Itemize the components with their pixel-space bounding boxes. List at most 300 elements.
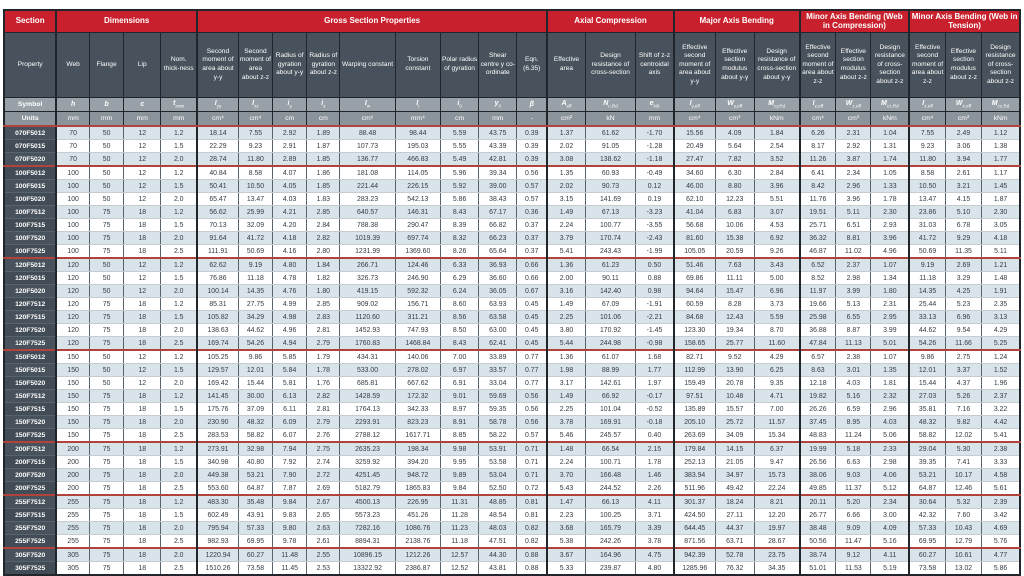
cell: 4.07 (273, 166, 307, 180)
cell: 2.95 (871, 311, 909, 324)
cell: 2.83 (307, 311, 340, 324)
column-unit: cm³ (945, 112, 981, 127)
cell: 243.43 (585, 245, 635, 259)
cell: 15.44 (909, 377, 945, 390)
cell: 451.26 (395, 509, 440, 522)
cell: 1.2 (161, 126, 197, 140)
cell: 3.78 (636, 535, 674, 549)
cell: 10.17 (945, 469, 981, 482)
column-header: Flange (89, 33, 123, 98)
group-header-row (4, 10, 1020, 33)
column-header: Property (4, 33, 56, 98)
cell: 3.96 (836, 193, 871, 206)
cell: 1.77 (982, 153, 1020, 167)
cell: 5.81 (273, 377, 307, 390)
cell: 5.59 (754, 311, 799, 324)
column-unit: mm⁴ (395, 112, 440, 127)
cell: 1.35 (547, 166, 585, 180)
column-header: Radius of gyration about y-y (273, 33, 307, 98)
cell: 50 (89, 166, 123, 180)
column-symbol: $I_w$ (340, 98, 395, 112)
cell: 58.82 (909, 429, 945, 443)
cell: 50.41 (197, 180, 238, 193)
cell: 2.0 (161, 232, 197, 245)
cell: 3.07 (754, 206, 799, 219)
cell: 2.80 (307, 245, 340, 259)
table-row (4, 298, 1020, 311)
table-row (4, 429, 1020, 443)
cell: 25.98 (800, 311, 836, 324)
cell: 25.71 (800, 219, 836, 232)
cell: 42.32 (909, 509, 945, 522)
cell: 2.69 (307, 482, 340, 496)
cell: 5.25 (982, 337, 1020, 351)
cell: 75 (89, 245, 123, 259)
cell: 7282.16 (340, 522, 395, 535)
cell: 4.77 (982, 548, 1020, 562)
cell: 12 (124, 377, 161, 390)
cell: 4.37 (945, 377, 981, 390)
cell: 66.54 (585, 442, 635, 456)
table-row (4, 272, 1020, 285)
cell: 18 (124, 429, 161, 443)
column-symbol: $I_{z,eff}$ (800, 98, 836, 112)
section-id: 255F7520 (4, 522, 56, 535)
cell: 56.62 (197, 206, 238, 219)
cell: 39.35 (909, 456, 945, 469)
cell: 12.02 (945, 429, 981, 443)
section-id: 150F7520 (4, 416, 56, 429)
cell: 11.45 (273, 562, 307, 576)
cell: 169.42 (197, 377, 238, 390)
cell: 50 (89, 126, 123, 140)
cell: 2.72 (307, 469, 340, 482)
section-id: 200F7520 (4, 469, 56, 482)
cell: 2.38 (836, 350, 871, 364)
cell: 0.88 (517, 548, 547, 562)
cell: 18 (124, 232, 161, 245)
cell: 26.56 (800, 456, 836, 469)
cell: 2.37 (836, 258, 871, 272)
cell: 2635.23 (340, 442, 395, 456)
cell: 156.71 (395, 298, 440, 311)
cell: 11.97 (800, 285, 836, 298)
cell: 75 (89, 403, 123, 416)
cell: 255 (56, 535, 89, 549)
cell: 23.86 (909, 206, 945, 219)
cell: 30.00 (238, 390, 272, 403)
cell: 31.03 (909, 219, 945, 232)
cell: 4.94 (273, 337, 307, 351)
cell: 75 (89, 469, 123, 482)
column-symbol: b (89, 98, 123, 112)
cell: 75 (89, 416, 123, 429)
cell: 12 (124, 126, 161, 140)
column-symbol: h (56, 98, 89, 112)
section-id: 150F5012 (4, 350, 56, 364)
cell: 6.83 (715, 206, 754, 219)
cell: 1.80 (307, 285, 340, 298)
cell: 47.84 (800, 337, 836, 351)
cell: 1285.96 (674, 562, 715, 576)
column-unit: mm (56, 112, 89, 127)
cell: 65.64 (479, 245, 517, 259)
cell: 91.05 (585, 140, 635, 153)
cell: 7.55 (238, 126, 272, 140)
cell: 27.03 (909, 390, 945, 403)
cell: 788.38 (340, 219, 395, 232)
cell: 34.35 (754, 562, 799, 576)
cell: 51.01 (800, 562, 836, 576)
cell: 4.96 (871, 245, 909, 259)
cell: 2.31 (871, 298, 909, 311)
cell: 1.05 (871, 166, 909, 180)
cell: 2.32 (871, 390, 909, 403)
group-header: Gross Section Properties (197, 10, 547, 33)
cell: 57.33 (238, 522, 272, 535)
cell: 1.96 (982, 377, 1020, 390)
cell: 6.59 (836, 403, 871, 416)
cell: 150 (56, 416, 89, 429)
group-header: Axial Compression (547, 10, 674, 33)
cell: 6.55 (836, 311, 871, 324)
table-row (4, 337, 1020, 351)
table-row (4, 153, 1020, 167)
cell: 221.44 (340, 180, 395, 193)
cell: 50 (89, 193, 123, 206)
cell: 101.06 (585, 311, 635, 324)
cell: 8.17 (800, 140, 836, 153)
cell: 23.75 (754, 548, 799, 562)
cell: 20.78 (715, 377, 754, 390)
cell: 8.43 (440, 337, 478, 351)
cell: 7.63 (715, 258, 754, 272)
cell: 50 (89, 140, 123, 153)
cell: 60.27 (238, 548, 272, 562)
cell: 5.30 (945, 442, 981, 456)
cell: 43.91 (238, 509, 272, 522)
cell: 6.92 (754, 232, 799, 245)
cell: 1468.84 (395, 337, 440, 351)
table-row (4, 311, 1020, 324)
cell: 2.35 (982, 298, 1020, 311)
cell: 2.82 (307, 232, 340, 245)
cell: 3.94 (945, 153, 981, 167)
cell: 8.97 (440, 403, 478, 416)
cell: 43.75 (479, 126, 517, 140)
cell: 48.03 (479, 522, 517, 535)
cell: 53.21 (238, 469, 272, 482)
cell: 8.70 (754, 324, 799, 337)
cell: 14.15 (715, 442, 754, 456)
cell: 76.86 (197, 272, 238, 285)
cell: 38.48 (800, 522, 836, 535)
cell: 12.46 (945, 482, 981, 496)
cell: 35.48 (238, 495, 272, 509)
cell: 11.31 (440, 495, 478, 509)
cell: 26.77 (800, 509, 836, 522)
column-header: Nom. thick-ness (161, 33, 197, 98)
cell: 11.80 (909, 153, 945, 167)
column-unit: mm (479, 112, 517, 127)
column-unit: - (517, 112, 547, 127)
table-body (4, 126, 1020, 575)
cell: 9.78 (273, 535, 307, 549)
section-id: 120F7515 (4, 311, 56, 324)
cell: 0.66 (517, 258, 547, 272)
cell: 1.5 (161, 140, 197, 153)
table-row (4, 416, 1020, 429)
cell: -3.55 (636, 219, 674, 232)
cell: 44.62 (238, 324, 272, 337)
cell: 3259.92 (340, 456, 395, 469)
cell: 2.02 (547, 140, 585, 153)
cell: 3.96 (754, 180, 799, 193)
cell: 4.21 (273, 206, 307, 219)
cell: 11.53 (836, 562, 871, 576)
cell: 33.04 (479, 377, 517, 390)
cell: 175.76 (197, 403, 238, 416)
table-row (4, 377, 1020, 390)
cell: 0.72 (517, 482, 547, 496)
cell: 1120.60 (340, 311, 395, 324)
cell: 1.97 (636, 377, 674, 390)
cell: 7.90 (273, 469, 307, 482)
cell: 6.78 (945, 219, 981, 232)
cell: 2.92 (836, 140, 871, 153)
cell: 58.82 (238, 429, 272, 443)
cell: 290.47 (395, 219, 440, 232)
cell: 205.10 (674, 416, 715, 429)
cell: 394.20 (395, 456, 440, 469)
cell: 18 (124, 206, 161, 219)
cell: 3.33 (982, 456, 1020, 469)
cell: 3.96 (871, 232, 909, 245)
cell: 8.28 (715, 298, 754, 311)
cell: 1.78 (307, 364, 340, 377)
cell: 2.85 (307, 298, 340, 311)
cell: 19.99 (800, 442, 836, 456)
cell: 6.91 (440, 377, 478, 390)
column-unit: cm (273, 112, 307, 127)
cell: 8.81 (836, 232, 871, 245)
cell: 75 (89, 495, 123, 509)
cell: 85.31 (197, 298, 238, 311)
cell: 3.42 (982, 509, 1020, 522)
cell: 19.97 (754, 522, 799, 535)
cell: 3.15 (547, 193, 585, 206)
cell: 2.81 (307, 403, 340, 416)
column-header: Shear centre y co-ordinate (479, 33, 517, 98)
cell: 9.47 (754, 456, 799, 469)
cell: 0.45 (517, 337, 547, 351)
cell: 169.91 (585, 416, 635, 429)
cell: 9.26 (754, 245, 799, 259)
cell: 9.98 (440, 442, 478, 456)
cell: 419.15 (340, 285, 395, 298)
cell: 81.60 (674, 232, 715, 245)
cell: 3.73 (754, 298, 799, 311)
cell: 342.33 (395, 403, 440, 416)
cell: 7.92 (273, 456, 307, 469)
cell: 326.73 (340, 272, 395, 285)
cell: 1.77 (636, 364, 674, 377)
table-row (4, 193, 1020, 206)
cell: 34.29 (238, 311, 272, 324)
cell: 1.84 (307, 258, 340, 272)
cell: 62.10 (674, 193, 715, 206)
cell: 3.71 (636, 509, 674, 522)
section-id: 150F7512 (4, 390, 56, 403)
cell: 100 (56, 245, 89, 259)
cell: 150 (56, 429, 89, 443)
cell: 13322.92 (340, 562, 395, 576)
cell: 8.32 (440, 232, 478, 245)
cell: 2.89 (273, 153, 307, 167)
cell: 59.69 (479, 390, 517, 403)
cell: 1.47 (547, 495, 585, 509)
cell: 6.52 (800, 258, 836, 272)
cell: 53.21 (909, 469, 945, 482)
column-unit: cm⁴ (909, 112, 945, 127)
cell: 2.31 (836, 126, 871, 140)
cell: 97.51 (674, 390, 715, 403)
table-row (4, 522, 1020, 535)
section-id: 070F5012 (4, 126, 56, 140)
cell: 12 (124, 153, 161, 167)
cell: 2.54 (754, 140, 799, 153)
cell: 112.99 (674, 364, 715, 377)
cell: 18 (124, 509, 161, 522)
cell: 73.58 (909, 562, 945, 576)
cell: 66.92 (585, 390, 635, 403)
cell: 2.02 (547, 180, 585, 193)
cell: 2.23 (547, 509, 585, 522)
cell: 37.45 (800, 416, 836, 429)
cell: 53.58 (479, 456, 517, 469)
section-id: 150F7525 (4, 429, 56, 443)
cell: 8.21 (754, 495, 799, 509)
cell: 5.13 (836, 298, 871, 311)
cell: 20.11 (800, 495, 836, 509)
cell: 0.56 (517, 416, 547, 429)
cell: 150 (56, 390, 89, 403)
cell: 9.86 (909, 350, 945, 364)
cell: 11.60 (754, 337, 799, 351)
cell: 63.71 (715, 535, 754, 549)
cell: 53.91 (479, 442, 517, 456)
cell: 1.83 (307, 193, 340, 206)
cell: 70 (56, 140, 89, 153)
column-header: Warping constant (340, 33, 395, 98)
cell: 2.5 (161, 245, 197, 259)
cell: 75 (89, 522, 123, 535)
cell: 1.78 (871, 193, 909, 206)
cell: 8.58 (909, 166, 945, 180)
cell: 2.79 (307, 337, 340, 351)
cell: 5.18 (836, 442, 871, 456)
cell: 64.87 (238, 482, 272, 496)
cell: 52.78 (715, 548, 754, 562)
cell: 942.39 (674, 548, 715, 562)
cell: 3.13 (982, 311, 1020, 324)
cell: 1.5 (161, 456, 197, 469)
cell: 50 (89, 285, 123, 298)
cell: 2.25 (547, 311, 585, 324)
cell: 200 (56, 456, 89, 469)
table-row (4, 495, 1020, 509)
cell: 60.59 (674, 298, 715, 311)
cell: 141.45 (197, 390, 238, 403)
section-id: 120F5020 (4, 285, 56, 298)
column-symbol: $i_z$ (307, 98, 340, 112)
cell: 0.77 (517, 377, 547, 390)
column-header: Design resistance of cross-section about z-z (871, 33, 909, 98)
cell: 105.82 (197, 311, 238, 324)
cell: 4.18 (982, 232, 1020, 245)
cell: 255 (56, 495, 89, 509)
table-row (4, 535, 1020, 549)
cell: 2788.12 (340, 429, 395, 443)
cell: 69.95 (238, 535, 272, 549)
cell: 6.24 (440, 285, 478, 298)
cell: 5.19 (871, 562, 909, 576)
cell: 948.72 (395, 469, 440, 482)
cell: 200 (56, 482, 89, 496)
cell: 30.64 (909, 495, 945, 509)
cell: 5573.23 (340, 509, 395, 522)
cell: 10.43 (945, 522, 981, 535)
cell: 2.69 (945, 258, 981, 272)
cell: 7.16 (945, 403, 981, 416)
cell: 5182.79 (340, 482, 395, 496)
column-symbol: $e_{N0}$ (636, 98, 674, 112)
column-unit: kNm (982, 112, 1020, 127)
cell: 98.44 (395, 126, 440, 140)
cell: -1.70 (636, 126, 674, 140)
section-id: 100F5012 (4, 166, 56, 180)
table-row (4, 206, 1020, 219)
cell: 9.89 (440, 469, 478, 482)
cell: 9.83 (273, 509, 307, 522)
column-symbol: $M_{cz,Rd}$ (982, 98, 1020, 112)
cell: 11.37 (836, 482, 871, 496)
cell: 2.0 (161, 153, 197, 167)
column-symbol: $i_y$ (273, 98, 307, 112)
cell: 255 (56, 509, 89, 522)
cell: 2.39 (982, 495, 1020, 509)
section-id: 100F5015 (4, 180, 56, 193)
cell: 56.68 (674, 219, 715, 232)
cell: 123.30 (674, 324, 715, 337)
cell: 27.75 (238, 298, 272, 311)
cell: 142.40 (585, 285, 635, 298)
column-symbol: $I_{yy}$ (197, 98, 238, 112)
cell: 4.98 (273, 311, 307, 324)
cell: 8.58 (238, 166, 272, 180)
cell: 244.52 (585, 482, 635, 496)
column-unit: cm⁴ (800, 112, 836, 127)
cell: 2386.87 (395, 562, 440, 576)
cell: 7.41 (945, 456, 981, 469)
cell: 4.69 (982, 522, 1020, 535)
cell: 11.18 (909, 272, 945, 285)
cell: 6.11 (273, 403, 307, 416)
cell: 42.81 (479, 153, 517, 167)
cell: 100.14 (197, 285, 238, 298)
cell: 5.46 (547, 429, 585, 443)
cell: 5.59 (440, 126, 478, 140)
